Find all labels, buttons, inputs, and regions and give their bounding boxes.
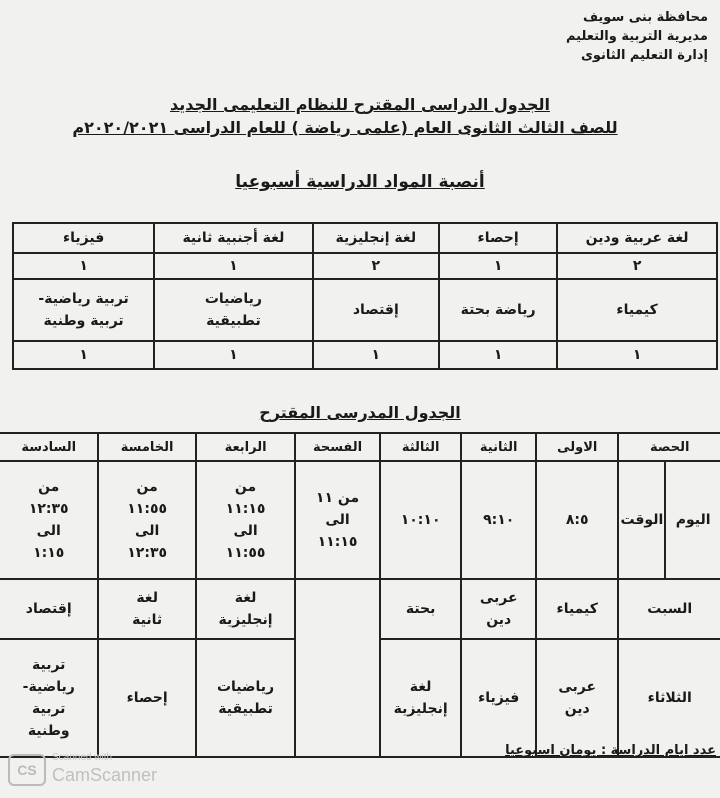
issuer-header [566, 8, 708, 65]
quota-cell: ١ [439, 253, 557, 279]
subjects-row [13, 279, 717, 341]
time-cell: ٩:١٠ [461, 461, 536, 579]
class-cell: رياضيات تطبيقية [196, 639, 295, 757]
subject-cell: رياضيات تطبيقية [154, 279, 312, 341]
time-cell: ٨:٥ [536, 461, 618, 579]
time-cell: من ١١:٥٥ الى ١٢:٣٥ [98, 461, 195, 579]
class-cell: إحصاء [98, 639, 195, 757]
class-cell: تربية رياضية- تربية وطنية [0, 639, 98, 757]
class-cell: عربى دين [461, 579, 536, 639]
period-header: الفسحة [295, 433, 380, 461]
subjects-heading: أنصبة المواد الدراسية أسبوعيا [235, 172, 485, 192]
break-time-cell: من ١١ الى ١١:١٥ [295, 461, 380, 579]
quota-cell: ٢ [557, 253, 717, 279]
time-cell: من ١١:١٥ الى ١١:٥٥ [196, 461, 295, 579]
day-name: السبت [618, 579, 720, 639]
subject-cell: كيمياء [557, 279, 717, 341]
quota-cell: ١ [13, 253, 154, 279]
class-cell: فيزياء [461, 639, 536, 757]
time-label: الوقت [618, 461, 665, 579]
study-days-note: عدد ايام الدراسة : يومان اسبوعيا [505, 743, 716, 758]
subjects-quota-table [12, 222, 718, 370]
class-cell: كيمياء [536, 579, 618, 639]
school-schedule-table [0, 432, 720, 758]
subject-cell: تربية رياضية- تربية وطنية [13, 279, 154, 341]
class-cell: لغة إنجليزية [380, 639, 462, 757]
quota-cell: ١ [439, 341, 557, 369]
quota-cell: ١ [313, 341, 439, 369]
day-label: اليوم [665, 461, 720, 579]
administration-line: إدارة التعليم الثانوى [580, 48, 708, 63]
quota-row [13, 341, 717, 369]
period-header: الرابعة [196, 433, 295, 461]
governorate-line: محافظة بنى سويف [582, 10, 708, 25]
subject-cell: لغة عربية ودين [557, 223, 717, 253]
day-row [0, 579, 720, 639]
period-header: الثالثة [380, 433, 462, 461]
time-cell: ١٠:١٠ [380, 461, 462, 579]
grade-title: للصف الثالث الثانوى العام (علمى رياضة ) للعام الدراسى ٢٠٢٠/٢٠٢١م [72, 118, 618, 137]
quota-row [13, 253, 717, 279]
class-cell: لغة إنجليزية [196, 579, 295, 639]
class-cell: لغة ثانية [98, 579, 195, 639]
time-cell: من ١٢:٣٥ الى ١:١٥ [0, 461, 98, 579]
class-cell: إقتصاد [0, 579, 98, 639]
subjects-row [13, 223, 717, 253]
subject-cell: إحصاء [439, 223, 557, 253]
period-header: الاولى [536, 433, 618, 461]
quota-cell: ١ [154, 341, 312, 369]
class-cell: عربى دين [536, 639, 618, 757]
quota-cell: ١ [557, 341, 717, 369]
main-title: الجدول الدراسى المقترح للنظام التعليمى الجديد [170, 95, 550, 114]
camscanner-watermark [8, 752, 208, 788]
periods-header-row [0, 433, 720, 461]
period-header: الحصة [618, 433, 720, 461]
directorate-line: مديرية التربية والتعليم [565, 29, 708, 44]
quota-cell: ٢ [313, 253, 439, 279]
watermark-brand: CamScanner [52, 765, 158, 785]
quota-cell: ١ [154, 253, 312, 279]
watermark-subtext: Scanned with [52, 752, 113, 763]
break-cell [295, 579, 380, 757]
camscanner-logo-icon: CS [8, 754, 46, 786]
quota-cell: ١ [13, 341, 154, 369]
period-header: السادسة [0, 433, 98, 461]
subject-cell: إقتصاد [313, 279, 439, 341]
times-row [0, 461, 720, 579]
subject-cell: رياضة بحتة [439, 279, 557, 341]
period-header: الخامسة [98, 433, 195, 461]
subject-cell: لغة أجنبية ثانية [154, 223, 312, 253]
schedule-heading: الجدول المدرسى المقترح [259, 403, 461, 422]
day-name: الثلاثاء [618, 639, 720, 757]
period-header: الثانية [461, 433, 536, 461]
subject-cell: لغة إنجليزية [313, 223, 439, 253]
subject-cell: فيزياء [13, 223, 154, 253]
class-cell: بحتة [380, 579, 462, 639]
